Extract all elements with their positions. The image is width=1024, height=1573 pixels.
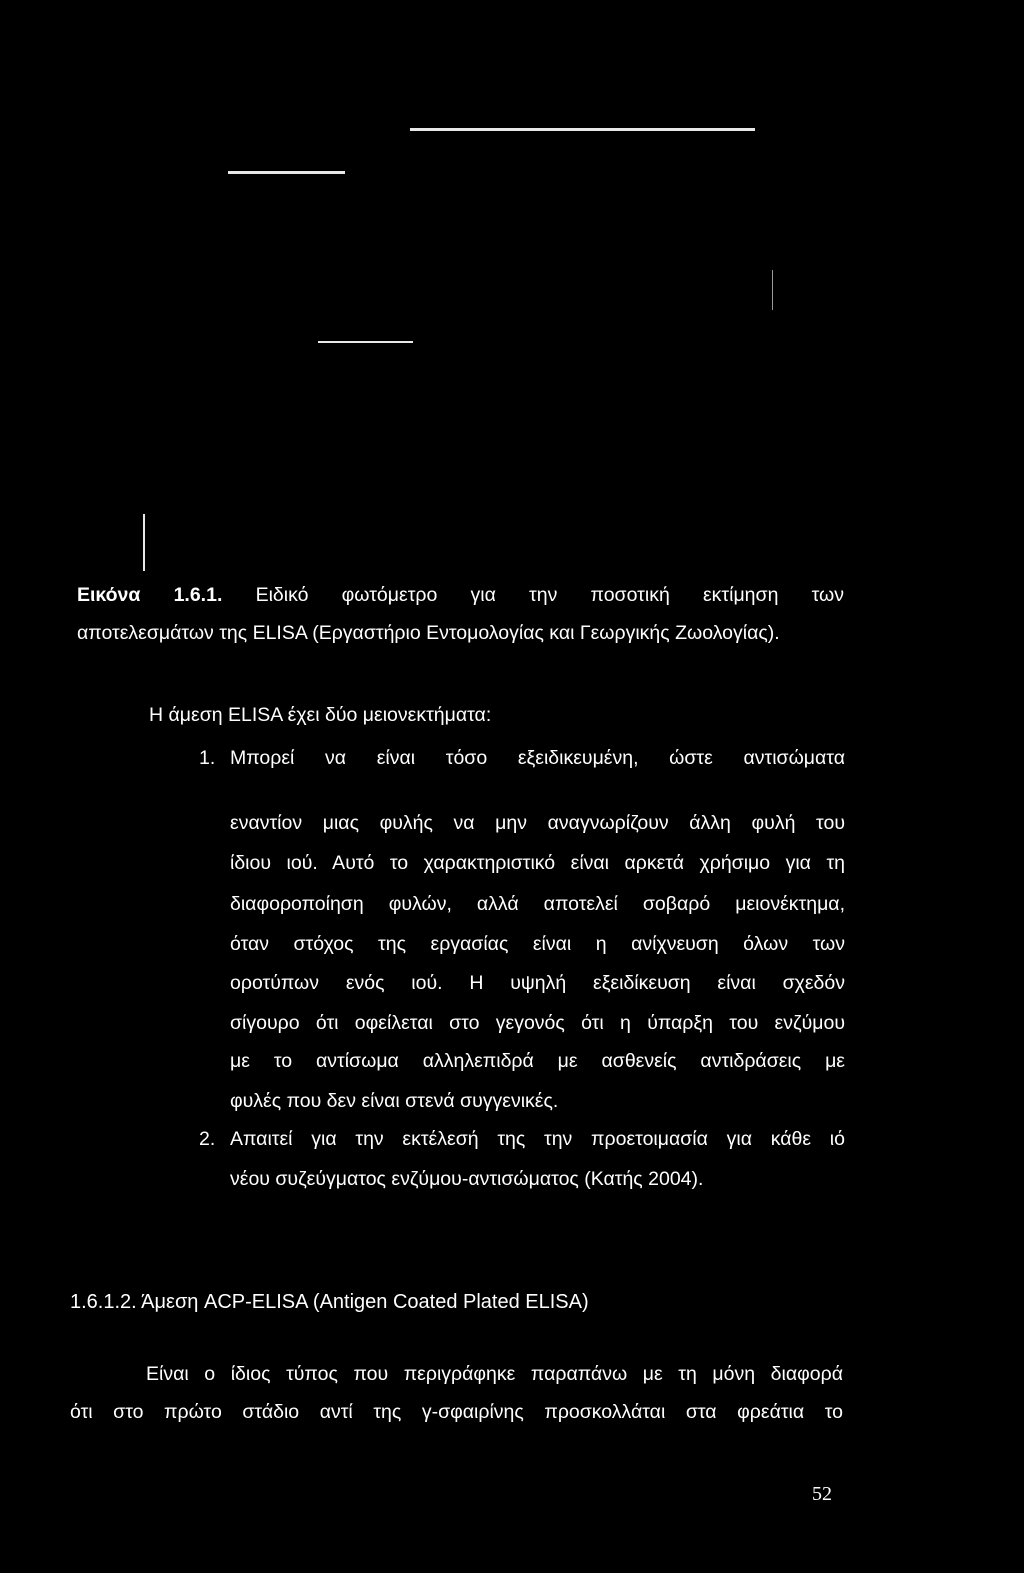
page-number: 52 <box>812 1483 832 1505</box>
scan-artifact-line <box>318 341 413 343</box>
list-item-1-line: διαφοροποίηση φυλών, αλλά αποτελεί σοβαρό μειονέκτημα, <box>230 893 845 915</box>
list-item-number: 2. <box>199 1128 216 1150</box>
list-item-1-line: όταν στόχος της εργασίας είναι η ανίχνευση όλων των <box>230 933 845 955</box>
paragraph-line: Είναι ο ίδιος τύπος που περιγράφηκε παραπάνω με τη μόνη διαφορά <box>146 1363 843 1385</box>
figure-caption-label: Εικόνα 1.6.1. <box>77 584 223 606</box>
list-item-2-line: Απαιτεί για την εκτέλεσή της την προετοιμασία για κάθε ιό <box>230 1128 845 1150</box>
list-item-1-line: φυλές που δεν είναι στενά συγγενικές. <box>230 1090 559 1112</box>
list-item-1-line: ίδιου ιού. Αυτό το χαρακτηριστικό είναι αρκετά χρήσιμο για τη <box>230 852 845 874</box>
paragraph-line: ότι στο πρώτο στάδιο αντί της γ-σφαιρίνης προσκολλάται στα φρεάτια το <box>70 1401 843 1423</box>
list-item-number: 1. <box>199 747 216 769</box>
scan-artifact-line <box>228 171 345 174</box>
list-item-1-line: Μπορεί να είναι τόσο εξειδικευμένη, ώστε αντισώματα <box>230 747 845 769</box>
list-item-1-line: με το αντίσωμα αλληλεπιδρά με ασθενείς αντιδράσεις με <box>230 1050 845 1072</box>
list-item-1-line: εναντίον μιας φυλής να μην αναγνωρίζουν άλλη φυλή του <box>230 812 845 834</box>
scan-artifact-line <box>143 514 145 571</box>
section-heading: 1.6.1.2. Άμεση ACP-ELISA (Antigen Coated Plated ELISA) <box>70 1291 589 1313</box>
figure-caption-line-2: αποτελεσμάτων της ELISA (Εργαστήριο Εντομολογίας και Γεωργικής Ζωολογίας). <box>77 622 780 644</box>
figure-caption-line-1 <box>77 582 844 608</box>
list-item-1-line: οροτύπων ενός ιού. Η υψηλή εξειδίκευση είναι σχεδόν <box>230 972 845 994</box>
list-item-2-line: νέου συζεύγματος ενζύμου-αντισώματος (Κατής 2004). <box>230 1168 704 1190</box>
list-item-1-line: σίγουρο ότι οφείλεται στο γεγονός ότι η ύπαρξη του ενζύμου <box>230 1012 845 1034</box>
figure-caption-text: Ειδικό φωτόμετρο για την ποσοτική εκτίμηση των <box>255 584 844 606</box>
scan-artifact-line <box>410 128 755 131</box>
intro-sentence: Η άμεση ELISA έχει δύο μειονεκτήματα: <box>149 704 492 726</box>
scan-artifact-line <box>772 270 773 310</box>
